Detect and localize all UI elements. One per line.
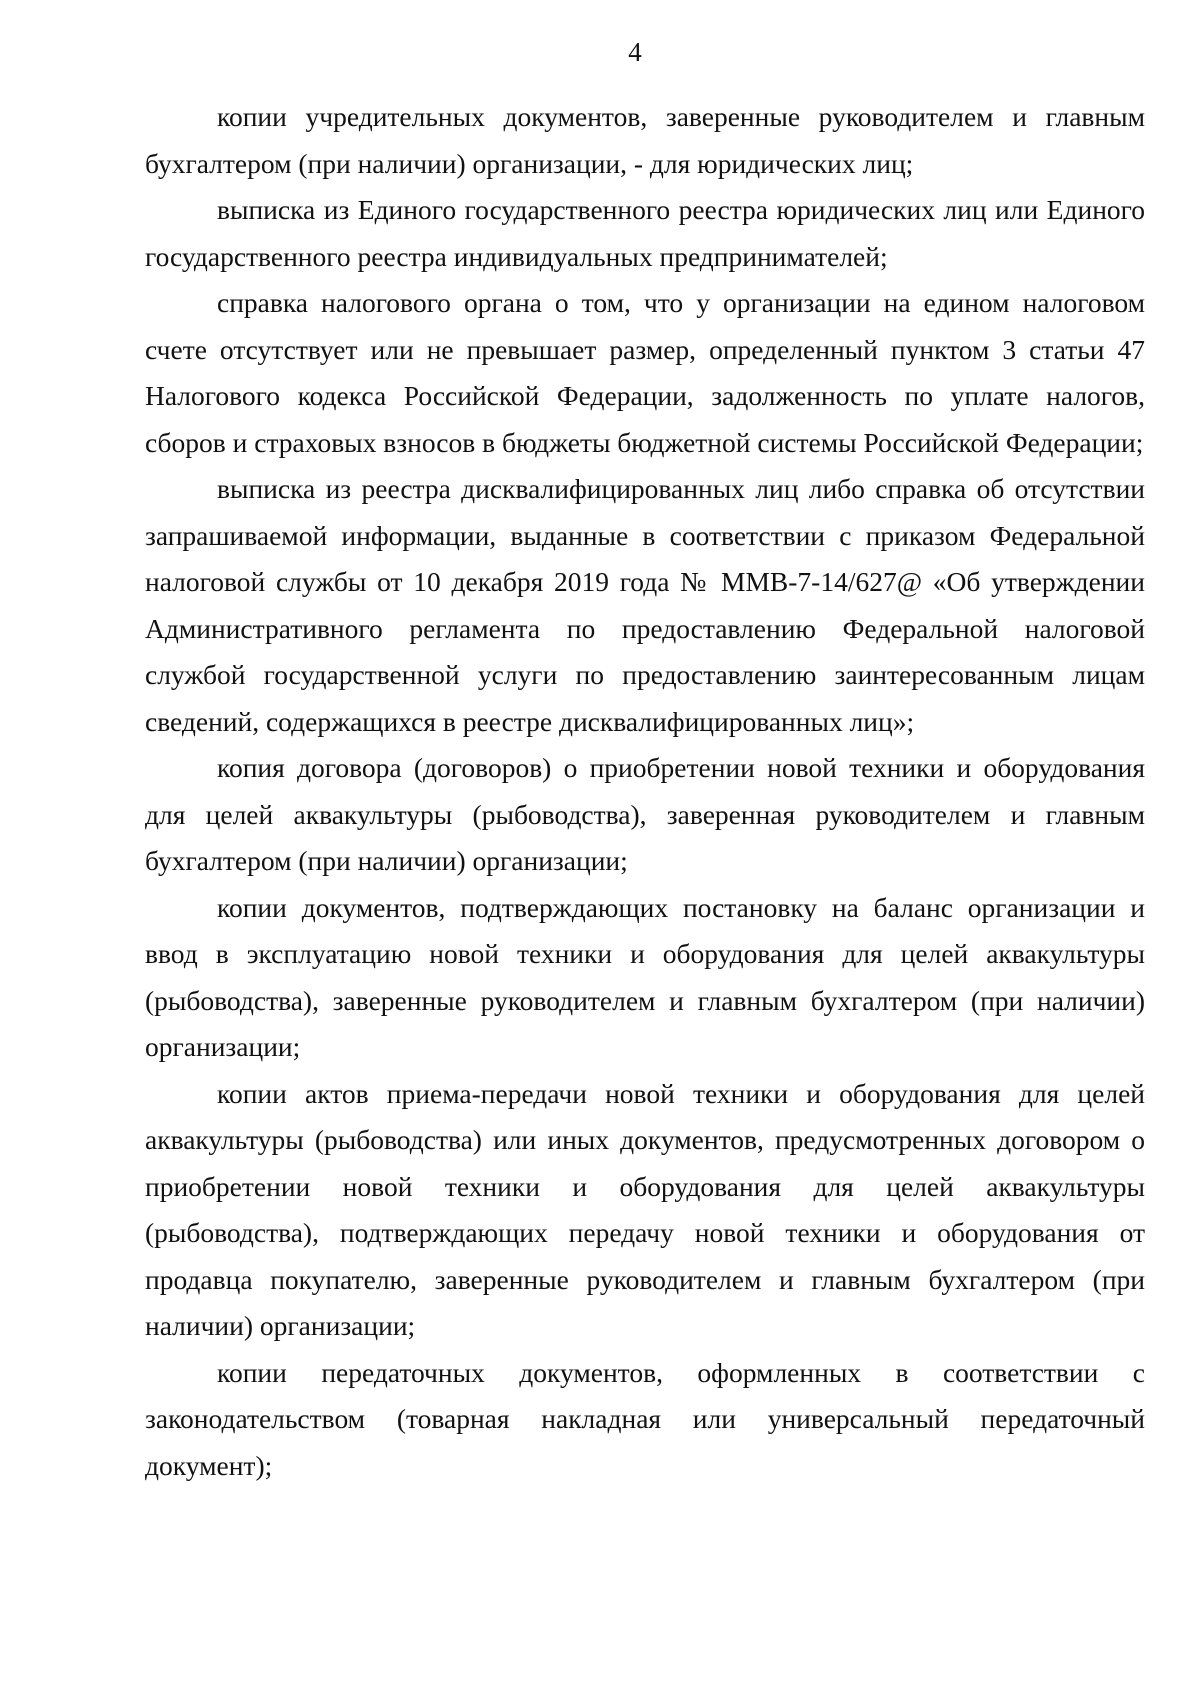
paragraph-acceptance-acts: копии актов приема-передачи новой техники и оборудования для целей аквакультуры (рыбоводства) или иных документов, предусмотренных договором о приобретении новой техники и оборудования для целей аквакультуры (рыбоводства), подтверждающих передачу новой техники и оборудования от продавца покупателю, заверенные руководителем и главным бухгалтером (при наличии) организации; bbox=[145, 1077, 1145, 1341]
document-body bbox=[145, 94, 1145, 1489]
paragraph-balance-documents: копии документов, подтверждающих постановку на баланс организации и ввод в эксплуатацию новой техники и оборудования для целей аквакультуры (рыбоводства), заверенные руководителем и главным бухгалтером (при наличии) организации; bbox=[145, 891, 1145, 1062]
page-number: 4 bbox=[628, 37, 642, 67]
paragraph-founding-documents: копии учредительных документов, заверенные руководителем и главным бухгалтером (при наличии) организации, - для юридических лиц; bbox=[145, 101, 1145, 179]
paragraph-tax-certificate: справка налогового органа о том, что у организации на едином налоговом счете отсутствует или не превышает размер, определенный пунктом 3 статьи 47 Налогового кодекса Российской Федерации, задолженность по уплате налогов, сборов и страховых взносов в бюджеты бюджетной системы Российской Федерации; bbox=[145, 287, 1145, 458]
paragraph-disqualified-persons-extract: выписка из реестра дисквалифицированных лиц либо справка об отсутствии запрашиваемой информации, выданные в соответствии с приказом Федеральной налоговой службы от 10 декабря 2019 года № ММВ-7-14/627@ «Об утверждении Административного регламента по предоставлению Федеральной налоговой службой государственной услуги по предоставлению заинтересованным лицам сведений, содержащихся в реестре дисквалифицированных лиц»; bbox=[145, 473, 1145, 737]
paragraph-purchase-contract: копия договора (договоров) о приобретении новой техники и оборудования для целей аквакультуры (рыбоводства), заверенная руководителем и главным бухгалтером (при наличии) организации; bbox=[145, 752, 1145, 876]
paragraph-register-extract: выписка из Единого государственного реестра юридических лиц или Единого государственного реестра индивидуальных предпринимателей; bbox=[145, 194, 1145, 272]
paragraph-transfer-documents: копии передаточных документов, оформленных в соответствии с законодательством (товарная накладная или универсальный передаточный документ); bbox=[145, 1356, 1145, 1481]
